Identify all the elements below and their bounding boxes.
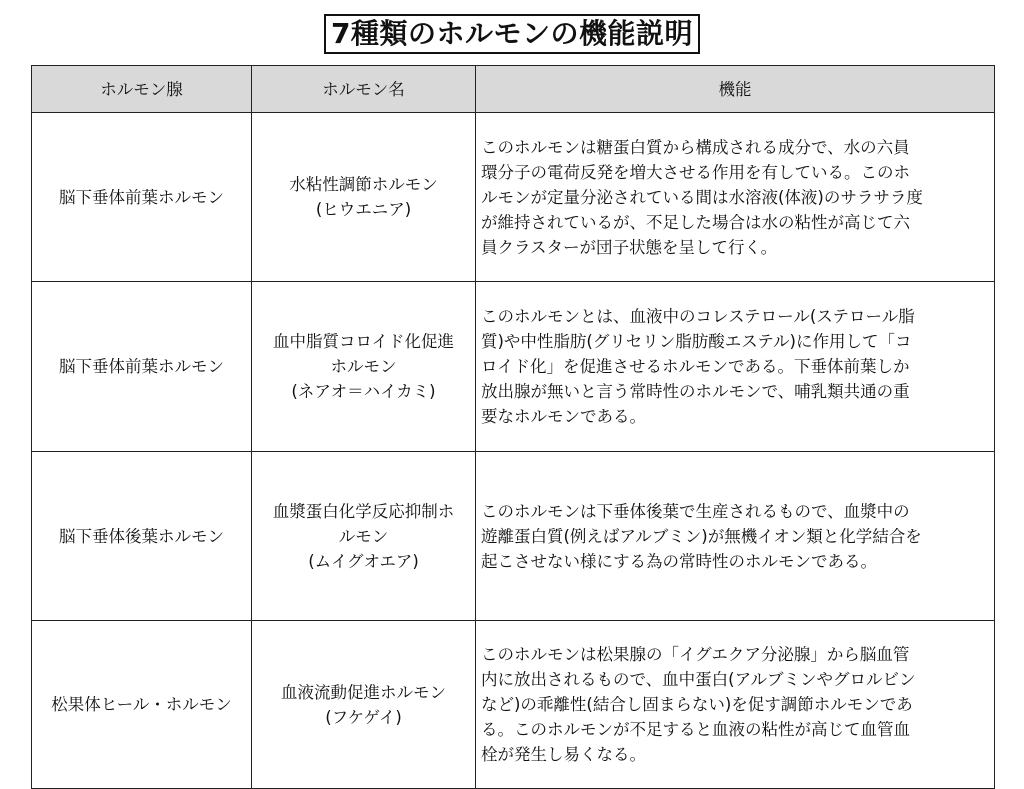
table-row bbox=[32, 113, 995, 282]
cell-hormone-name bbox=[252, 113, 476, 282]
hormone-name-line: (ネアオ＝ハイカミ) bbox=[291, 382, 436, 401]
page-title: 7種類のホルモンの機能説明 bbox=[324, 14, 700, 54]
hormone-name-line: 血液流動促進ホルモン bbox=[281, 682, 446, 702]
cell-hormone-name bbox=[252, 452, 476, 621]
table-row bbox=[32, 621, 995, 789]
hormone-name-line: (ムイグオエア) bbox=[308, 551, 419, 571]
hormone-name-line: ルモン bbox=[338, 526, 389, 546]
function-line: 要なホルモンである。 bbox=[481, 407, 646, 426]
hormone-table bbox=[31, 65, 995, 789]
function-line: 環分子の電荷反発を増大させる作用を有している。このホ bbox=[481, 162, 910, 182]
function-line: など)の乖離性(結合し固まらない)を促す調節ホルモンであ bbox=[481, 695, 913, 714]
hormone-name-line: 血中脂質コロイド化促進 bbox=[272, 332, 454, 351]
function-line: ルモンが定量分泌されている間は水溶液(体液)のサラサラ度 bbox=[481, 187, 923, 207]
cell-gland: 松果体ヒール・ホルモン bbox=[32, 621, 252, 789]
hormone-name-line: (ヒウエニア) bbox=[315, 200, 412, 219]
function-line: このホルモンとは、血液中のコレステロール(ステロール脂 bbox=[481, 307, 915, 326]
table-header-row bbox=[32, 66, 995, 113]
cell-gland: 脳下垂体前葉ホルモン bbox=[32, 113, 252, 282]
function-line: このホルモンは糖蛋白質から構成される成分で、水の六員 bbox=[481, 137, 910, 157]
function-line: が維持されているが、不足した場合は水の粘性が高じて六 bbox=[481, 212, 910, 232]
function-line: ロイド化」を促進させるホルモンである。下垂体前葉しか bbox=[481, 357, 910, 376]
function-line: 放出腺が無いと言う常時性のホルモンで、哺乳類共通の重 bbox=[481, 382, 910, 401]
function-line: このホルモンは下垂体後葉で生産されるもので、血漿中の bbox=[481, 501, 910, 521]
function-line: 内に放出されるもので、血中蛋白(アルブミンやグロルビン bbox=[481, 670, 916, 689]
function-line: 員クラスターが団子状態を呈して行く。 bbox=[481, 237, 778, 257]
cell-gland: 脳下垂体後葉ホルモン bbox=[32, 452, 252, 621]
header-hormone-name: ホルモン名 bbox=[252, 66, 476, 113]
cell-hormone-name bbox=[252, 282, 476, 452]
hormone-name-line: 水粘性調節ホルモン bbox=[289, 175, 438, 194]
cell-function bbox=[476, 113, 995, 282]
header-gland: ホルモン腺 bbox=[32, 66, 252, 113]
function-line: 栓が発生し易くなる。 bbox=[481, 745, 646, 764]
function-line: 遊離蛋白質(例えばアルブミン)が無機イオン類と化学結合を bbox=[481, 526, 922, 546]
cell-function bbox=[476, 452, 995, 621]
title-container bbox=[0, 14, 1024, 54]
hormone-name-line: ホルモン bbox=[330, 357, 397, 376]
function-line: る。このホルモンが不足すると血液の粘性が高じて血管血 bbox=[481, 720, 910, 739]
function-line: このホルモンは松果腺の「イグエクア分泌腺」から脳血管 bbox=[481, 645, 910, 664]
function-line: 質)や中性脂肪(グリセリン脂肪酸エステル)に作用して「コ bbox=[481, 332, 912, 351]
cell-function bbox=[476, 621, 995, 789]
table-row bbox=[32, 282, 995, 452]
header-function: 機能 bbox=[476, 66, 995, 113]
hormone-name-line: 血漿蛋白化学反応抑制ホ bbox=[272, 501, 455, 521]
hormone-name-line: (フケゲイ) bbox=[325, 707, 402, 727]
table-row bbox=[32, 452, 995, 621]
cell-function bbox=[476, 282, 995, 452]
cell-gland: 脳下垂体前葉ホルモン bbox=[32, 282, 252, 452]
cell-hormone-name bbox=[252, 621, 476, 789]
function-line: 起こさせない様にする為の常時性のホルモンである。 bbox=[481, 551, 877, 571]
